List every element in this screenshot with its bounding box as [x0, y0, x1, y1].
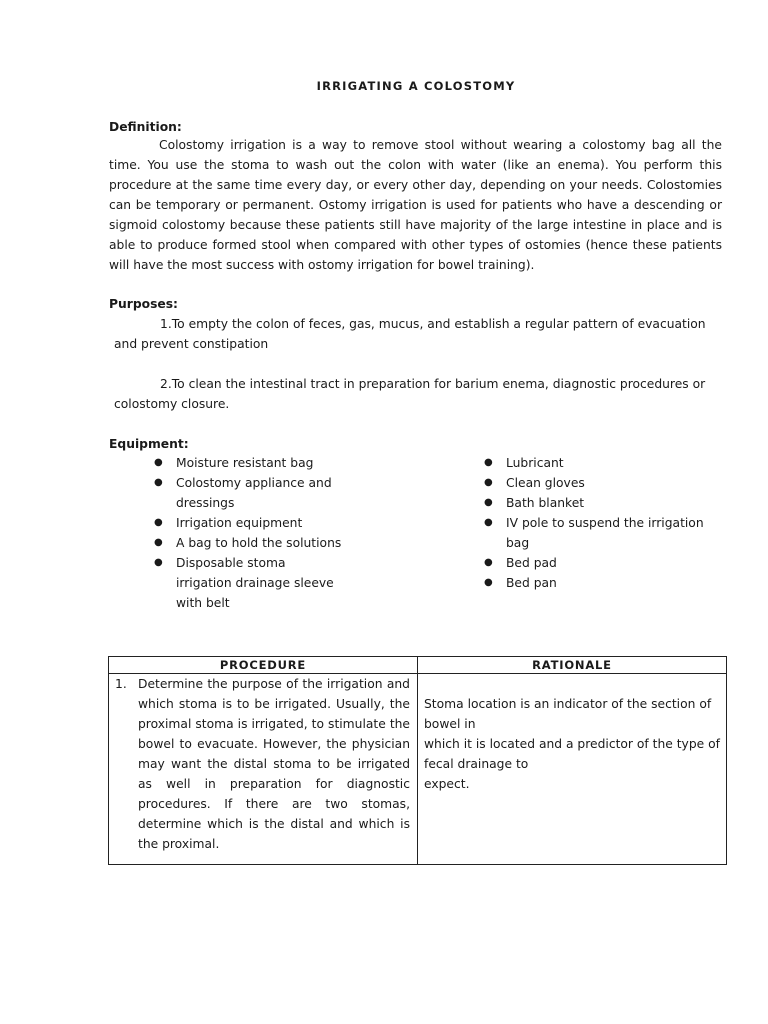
bullet-icon: ● [154, 517, 163, 528]
step-number: 1. [115, 677, 127, 691]
list-item: ● Clean gloves [484, 473, 724, 493]
document-title: IRRIGATING A COLOSTOMY [316, 79, 516, 93]
procedure-column-header: PROCEDURE [109, 657, 418, 674]
rationale-line: Stoma location is an indicator of the section of bowel in [424, 697, 712, 731]
bullet-icon: ● [484, 557, 493, 568]
bullet-icon: ● [154, 457, 163, 468]
bullet-icon: ● [484, 517, 493, 528]
list-item: ● Lubricant [484, 453, 724, 473]
rationale-column-header: RATIONALE [418, 657, 727, 674]
definition-heading: Definition: [109, 120, 182, 134]
procedure-table [108, 656, 727, 865]
list-item: ● Bed pad [484, 553, 724, 573]
bullet-icon: ● [154, 557, 163, 568]
list-item: ● A bag to hold the solutions [154, 533, 344, 553]
bullet-icon: ● [484, 497, 493, 508]
bullet-icon: ● [154, 537, 163, 548]
purpose-text-2: 2.To clean the intestinal tract in preparation for barium enema, diagnostic procedures or colostomy closure. [114, 377, 706, 411]
bullet-icon: ● [484, 477, 493, 488]
bullet-icon: ● [154, 477, 163, 488]
list-item: ● Disposable stoma irrigation drainage sleeve with belt [154, 553, 344, 613]
list-item: ● Moisture resistant bag [154, 453, 344, 473]
equipment-heading: Equipment: [109, 437, 189, 451]
equipment-list-right [484, 453, 724, 593]
bullet-icon: ● [484, 457, 493, 468]
definition-paragraph [109, 135, 722, 275]
bullet-icon: ● [484, 577, 493, 588]
list-item: ● Colostomy appliance and dressings [154, 473, 344, 513]
list-item: ● IV pole to suspend the irrigation bag [484, 513, 724, 553]
procedure-cell [109, 674, 418, 865]
purpose-item-1 [114, 314, 722, 354]
table-row [109, 674, 727, 865]
rationale-cell [418, 674, 727, 865]
rationale-line: which it is located and a predictor of the type of fecal drainage to [424, 737, 720, 771]
table-header-row [109, 657, 727, 674]
procedure-text: Determine the purpose of the irrigation and which stoma is to be irrigated. Usually, the proximal stoma is irrigated, to stimulate the bowel to evacuate. However, the physician may want the distal stoma to be irrigated as well in preparation for diagnostic procedures. If there are two stomas, determine which is the distal and which is the proximal. [138, 677, 410, 851]
definition-text: Colostomy irrigation is a way to remove stool without wearing a colostomy bag all the time. You use the stoma to wash out the colon with water (like an enema). You perform this procedure at the same time every day, or every other day, depending on your needs. Colostomies can be temporary or permanent. Ostomy irrigation is used for patients who have a descending or sigmoid colostomy because these patients still have majority of the large intestine in place and is able to produce formed stool when compared with other types of ostomies (hence these patients will have the most success with ostomy irrigation for bowel training). [109, 138, 722, 272]
purpose-item-2 [114, 374, 722, 414]
list-item: ● Bath blanket [484, 493, 724, 513]
equipment-list-left [154, 453, 344, 613]
rationale-line: expect. [424, 777, 470, 791]
purpose-text-1: 1.To empty the colon of feces, gas, mucus, and establish a regular pattern of evacuation and prevent constipation [114, 317, 706, 351]
list-item: ● Irrigation equipment [154, 513, 344, 533]
list-item: ● Bed pan [484, 573, 724, 593]
purposes-heading: Purposes: [109, 297, 178, 311]
